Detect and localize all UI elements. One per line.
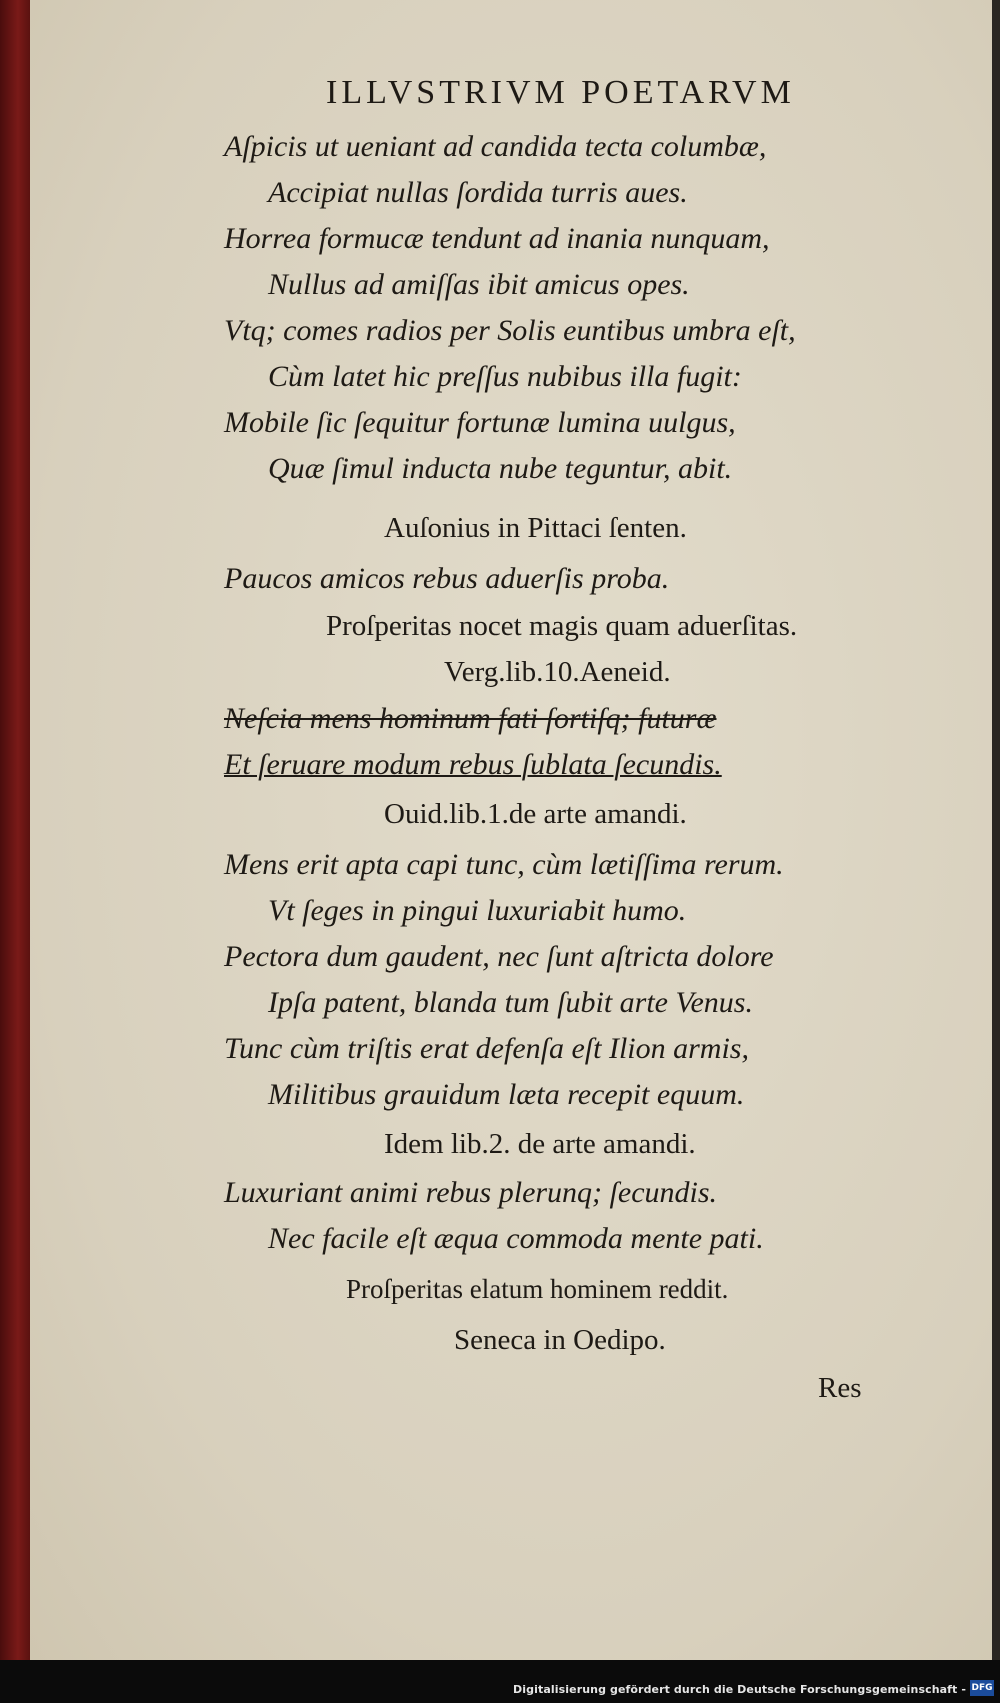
- verse-line: Quæ ſimul inducta nube teguntur, abit.: [268, 452, 733, 485]
- verse-line-underlined: Et ſeruare modum rebus ſublata ſecundis.: [224, 748, 722, 781]
- catchword: Res: [818, 1372, 862, 1404]
- section-heading: Idem lib.2. de arte amandi.: [384, 1128, 696, 1160]
- section-heading: Proſperitas elatum hominem reddit.: [346, 1274, 729, 1304]
- running-title: ILLVSTRIVM POETARVM: [326, 74, 795, 111]
- verse-line: Paucos amicos rebus aduerſis proba.: [224, 562, 670, 595]
- verse-line: Horrea formucæ tendunt ad inania nunquam,: [224, 222, 770, 255]
- section-heading: Verg.lib.10.Aeneid.: [444, 656, 671, 688]
- book-binding: [0, 0, 30, 1660]
- section-heading: Proſperitas nocet magis quam aduerſitas.: [326, 610, 798, 642]
- verse-line: Mens erit apta capi tunc, cùm lætiſſima rerum.: [224, 848, 784, 881]
- verse-line: Nec facile eſt æqua commoda mente pati.: [268, 1222, 764, 1255]
- funding-credit: Digitalisierung gefördert durch die Deutsche Forschungsgemeinschaft -: [513, 1683, 966, 1696]
- verse-line: Nullus ad amiſſas ibit amicus opes.: [268, 268, 690, 301]
- verse-line: Tunc cùm triſtis erat defenſa eſt Ilion armis,: [224, 1032, 749, 1065]
- section-heading: Auſonius in Pittaci ſenten.: [384, 512, 687, 544]
- verse-line: Ipſa patent, blanda tum ſubit arte Venus.: [268, 986, 753, 1019]
- verse-line: Militibus grauidum læta recepit equum.: [268, 1078, 745, 1111]
- verse-line: Mobile ſic ſequitur fortunæ lumina uulgus,: [224, 406, 736, 439]
- verse-line-struck: Neſcia mens hominum fati ſortiſq; futuræ: [224, 702, 717, 735]
- dfg-logo-icon: DFG: [970, 1680, 994, 1696]
- section-heading: Ouid.lib.1.de arte amandi.: [384, 798, 687, 830]
- footer-bar: [0, 1660, 1000, 1703]
- verse-line: Luxuriant animi rebus plerunq; ſecundis.: [224, 1176, 718, 1209]
- page-edge: [992, 0, 1000, 1660]
- verse-line: Aſpicis ut ueniant ad candida tecta columbæ,: [224, 130, 767, 163]
- verse-line: Vt ſeges in pingui luxuriabit humo.: [268, 894, 687, 927]
- verse-line: Pectora dum gaudent, nec ſunt aſtricta dolore: [224, 940, 774, 973]
- verse-line: Cùm latet hic preſſus nubibus illa fugit:: [268, 360, 742, 393]
- section-heading: Seneca in Oedipo.: [454, 1324, 666, 1356]
- verse-line: Accipiat nullas ſordida turris aues.: [268, 176, 688, 209]
- verse-line: Vtq; comes radios per Solis euntibus umbra eſt,: [224, 314, 796, 347]
